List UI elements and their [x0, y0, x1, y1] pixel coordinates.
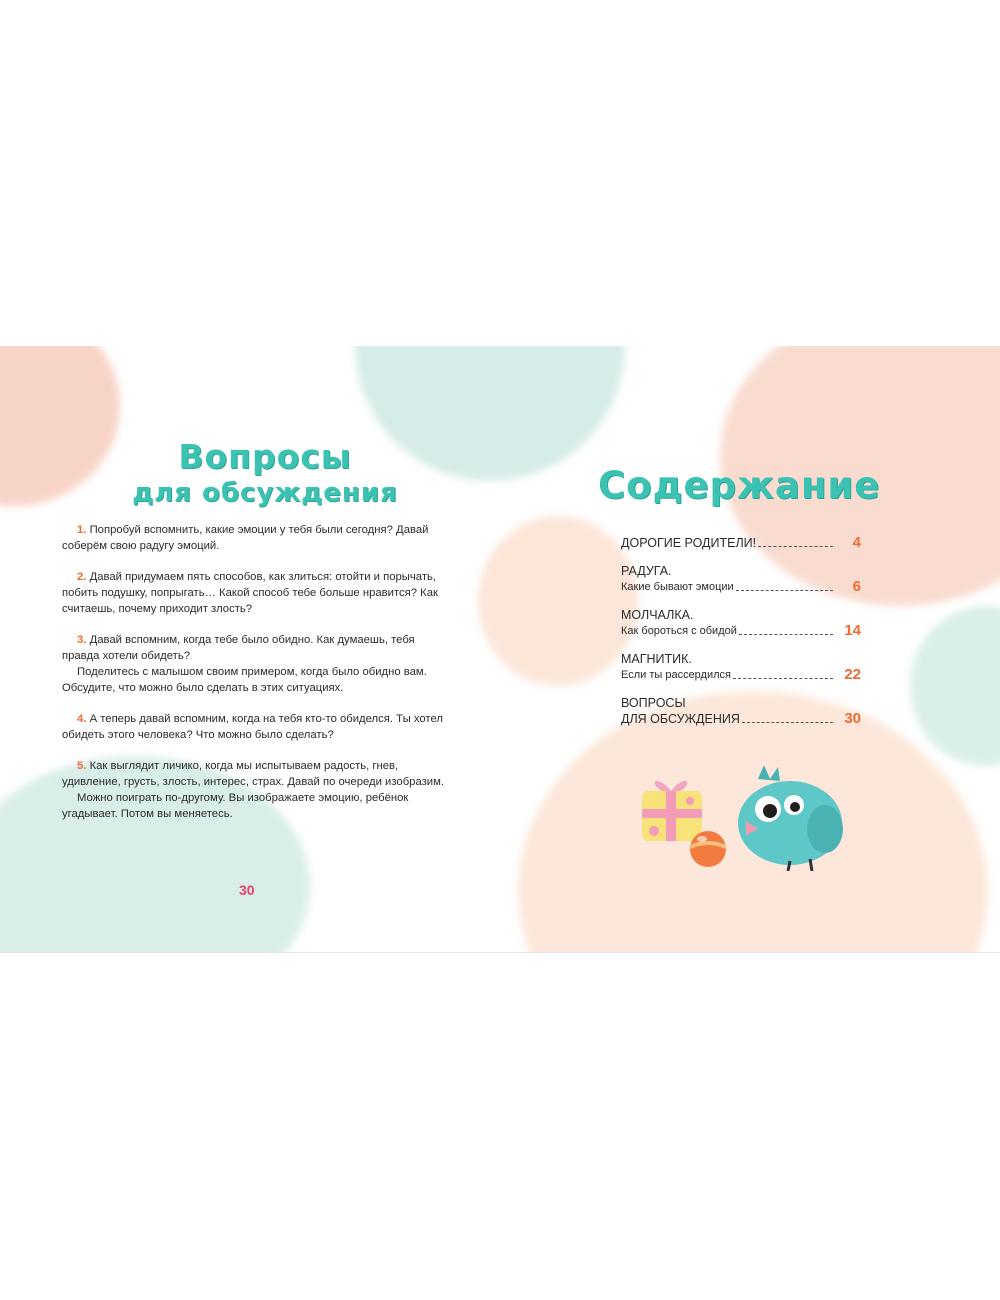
question-text: Поделитесь с малышом своим примером, когда было обидно вам. Обсудите, что можно было сделать в этих ситуациях. [62, 666, 427, 694]
toc-leader [736, 590, 833, 591]
question-item [62, 522, 447, 554]
question-number: 1. [77, 524, 87, 536]
bird-illustration [640, 761, 870, 871]
ball-icon [690, 831, 726, 867]
question-text: Как выглядит личико, когда мы испытываем радость, гнев, удивление, грусть, злость, интерес, страх. Давай по очереди изобразим. [62, 760, 444, 788]
question-item [62, 711, 447, 743]
toc-page: 14 [844, 622, 861, 639]
question-number: 3. [77, 634, 87, 646]
toc-item[interactable] [621, 535, 861, 551]
question-item [62, 632, 447, 696]
toc-item[interactable] [621, 695, 861, 727]
toc-subheading: Как бороться с обидой [621, 625, 737, 637]
bird-icon [738, 765, 843, 871]
question-text: Давай вспомним, когда тебе было обидно. Как думаешь, тебя правда хотели обидеть? [62, 634, 415, 662]
question-number: 2. [77, 571, 87, 583]
toc-page: 22 [844, 666, 861, 683]
toc-leader [742, 722, 833, 723]
toc-page: 6 [852, 578, 861, 595]
gift-icon [642, 781, 702, 841]
decor-circle [478, 516, 638, 686]
left-page-title [60, 438, 470, 510]
toc-item[interactable] [621, 607, 861, 639]
question-number: 5. [77, 760, 87, 772]
toc-subheading: Какие бывают эмоции [621, 581, 734, 593]
toc-page: 30 [844, 710, 861, 727]
question-text: Давай придумаем пять способов, как злиться: отойти и порычать, побить подушку, попрыгать… Какой способ тебе больше нравится? Как считаешь, почему приходит злость? [62, 571, 438, 615]
question-text: А теперь давай вспомним, когда на тебя кто-то обиделся. Ты хотел обидеть этого человека? Что можно было сделать? [62, 713, 443, 741]
question-text: Попробуй вспомнить, какие эмоции у тебя были сегодня? Давай соберём свою радугу эмоций. [62, 524, 429, 552]
toc-heading: МОЛЧАЛКА. [621, 608, 694, 622]
contents-title: Содержание [598, 464, 881, 507]
book-spread [0, 346, 1000, 953]
toc-leader [739, 634, 833, 635]
questions-list [62, 522, 447, 837]
title-line-2: для обсуждения [132, 478, 398, 508]
toc-subheading: ДЛЯ ОБСУЖДЕНИЯ [621, 712, 740, 726]
toc-heading: МАГНИТИК. [621, 652, 692, 666]
toc-item[interactable] [621, 651, 861, 683]
table-of-contents [621, 535, 861, 739]
toc-heading: ВОПРОСЫ [621, 696, 686, 710]
toc-leader [758, 546, 833, 547]
question-text: Можно поиграть по-другому. Вы изображаете эмоцию, ребёнок угадывает. Потом вы меняетесь. [62, 792, 409, 820]
question-item [62, 569, 447, 617]
toc-page: 4 [852, 534, 861, 551]
decor-circle [910, 606, 1000, 766]
page-number: 30 [239, 882, 255, 898]
toc-heading: ДОРОГИЕ РОДИТЕЛИ! [621, 536, 757, 550]
question-number: 4. [77, 713, 87, 725]
toc-item[interactable] [621, 563, 861, 595]
toc-leader [733, 678, 833, 679]
toc-subheading: Если ты рассердился [621, 669, 731, 681]
title-line-1: Вопросы [178, 437, 352, 476]
question-item [62, 758, 447, 822]
toc-heading: РАДУГА. [621, 564, 672, 578]
